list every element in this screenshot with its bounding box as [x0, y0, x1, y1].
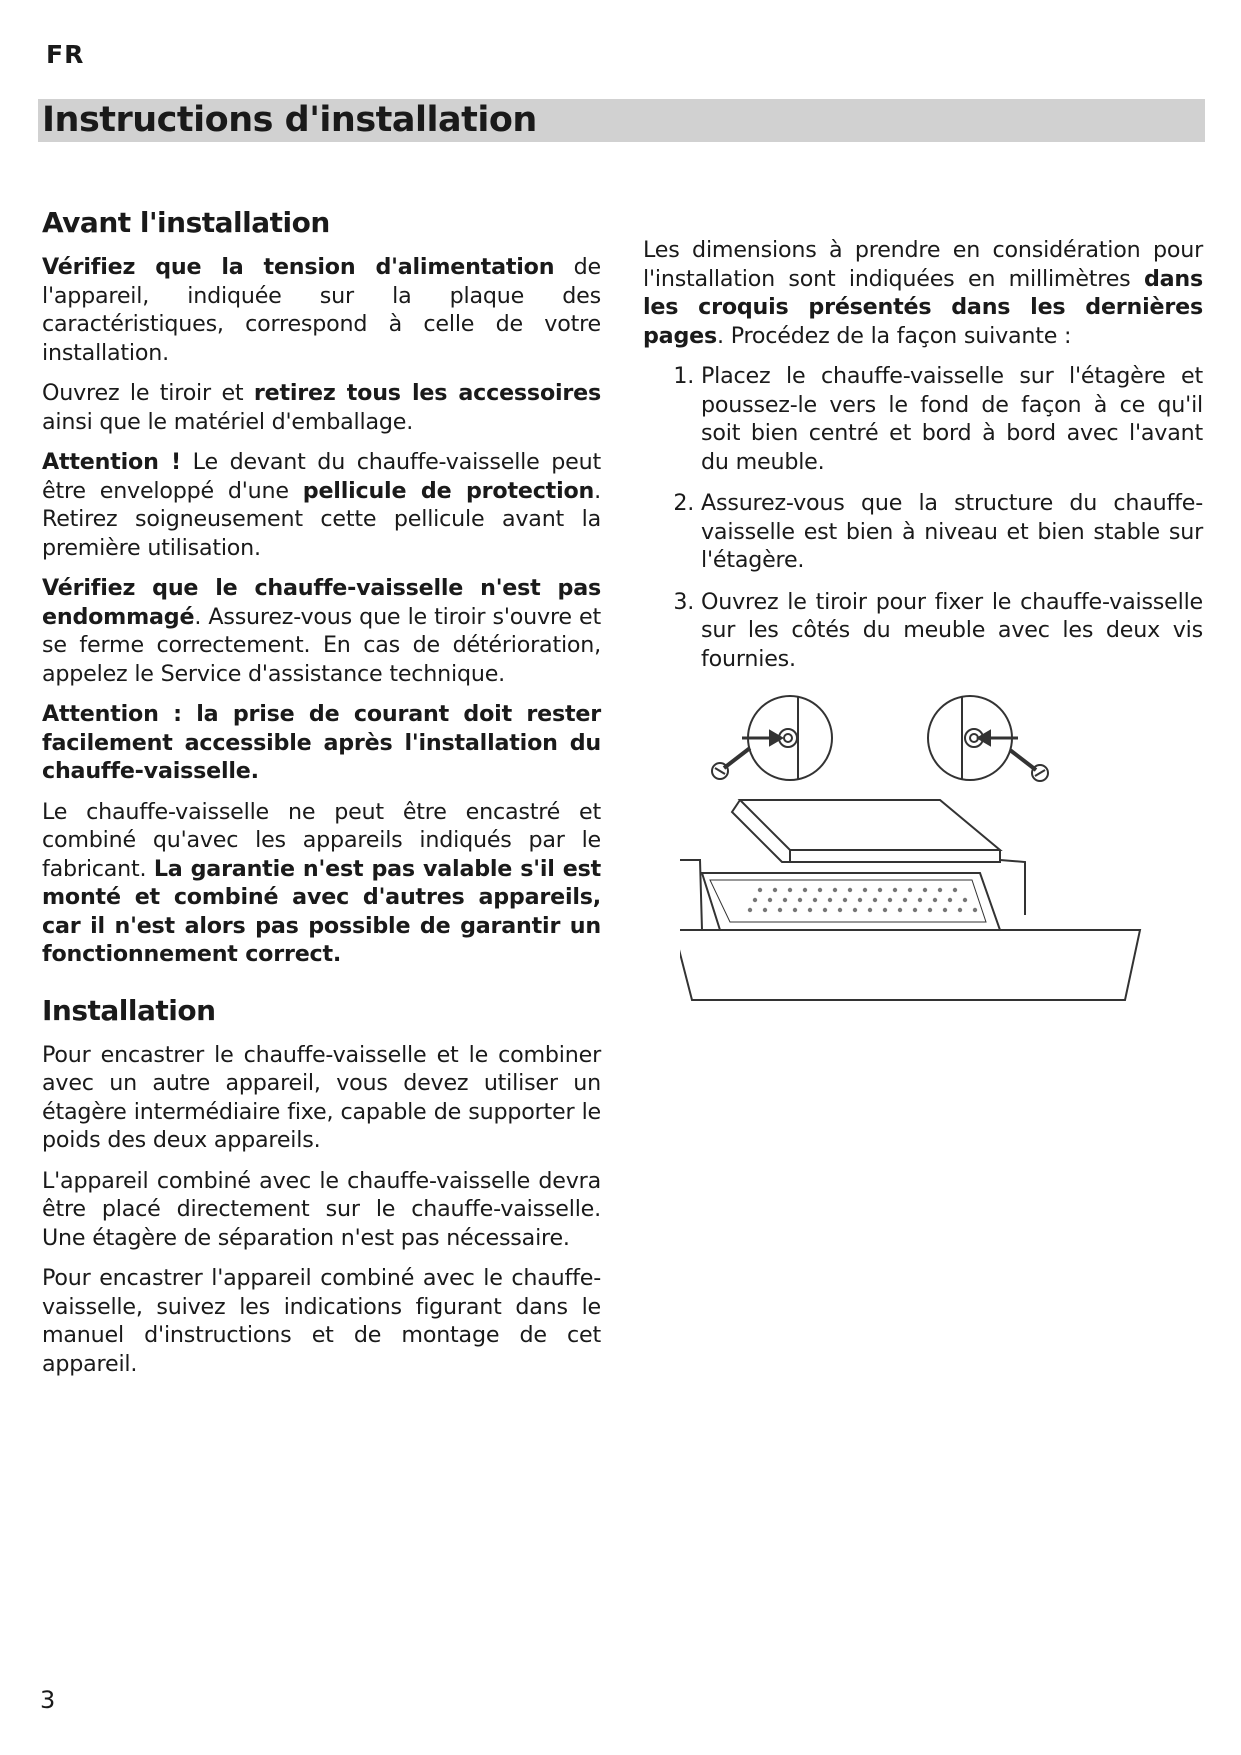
text: Les dimensions à prendre en considération pour l'installation sont indiquées en millimètres — [643, 237, 1203, 292]
bold-text: Vérifiez que la tension d'alimentation — [42, 254, 555, 280]
paragraph-accessories — [42, 379, 601, 436]
text: . Assurez-vous que le tiroir s'ouvre et se ferme correctement. En cas de détérioration, appelez le Service d'assistance technique. — [42, 603, 601, 687]
screw-icon — [1010, 750, 1048, 781]
paragraph-protection-film — [42, 448, 601, 562]
paragraph-install-3: Pour encastrer l'appareil combiné avec le chauffe-vaisselle, suivez les indications figurant dans le manuel d'instructions et de montage de cet appareil. — [42, 1265, 601, 1377]
text: ainsi que le matériel d'emballage. — [42, 408, 414, 435]
bold-text: dans les croquis présentés dans les dernières pages — [643, 265, 1203, 349]
page-number: 3 — [40, 1686, 56, 1714]
paragraph-warranty — [42, 798, 601, 969]
section-heading-before-install: Avant l'installation — [42, 206, 330, 239]
text: . Retirez soigneusement cette pellicule avant la première utilisation. — [42, 477, 601, 561]
paragraph-dimensions-intro — [643, 236, 1203, 350]
language-code: FR — [46, 40, 85, 69]
paragraph-damage-check — [42, 574, 601, 688]
title-bar — [38, 99, 1205, 142]
step-item: 1. Placez le chauffe-vaisselle sur l'étagère et poussez-le vers le fond de façon à ce qu'il soit bien centré et bord à bord avec l'avant du meuble. — [701, 362, 1203, 476]
paragraph-install-1: Pour encastrer le chauffe-vaisselle et le combiner avec un autre appareil, vous devez utiliser un étagère intermédiaire fixe, capable de supporter le poids des deux appareils. — [42, 1041, 601, 1153]
paragraph-install-2: L'appareil combiné avec le chauffe-vaisselle devra être placé directement sur le chauffe-vaisselle. Une étagère de séparation n'est pas nécessaire. — [42, 1167, 601, 1251]
paragraph-power-socket — [42, 700, 601, 786]
step-item: 3. Ouvrez le tiroir pour fixer le chauffe-vaisselle sur les côtés du meuble avec les deux vis fournies. — [701, 588, 1203, 674]
bold-text: Attention : la prise de courant doit rester facilement accessible après l'installation du chauffe-vaisselle. — [42, 701, 601, 784]
bold-text: La garantie n'est pas valable s'il est monté et combiné avec d'autres appareils, car il n'est alors pas possible de garantir un fonctionnement correct. — [42, 855, 601, 967]
warmer-drawer — [680, 800, 1140, 1000]
text: . Procédez de la façon suivante : — [717, 322, 1072, 349]
bold-text: Vérifiez que le chauffe-vaisselle n'est pas endommagé — [42, 575, 601, 630]
left-column — [42, 205, 601, 1390]
installation-steps — [643, 362, 1203, 673]
right-column — [643, 236, 1203, 686]
text: Le devant du chauffe-vaisselle peut être enveloppé d'une — [42, 449, 601, 504]
bold-text: retirez tous les accessoires — [253, 380, 601, 406]
bold-text: pellicule de protection — [302, 477, 595, 504]
text: Ouvrez le tiroir et — [42, 380, 254, 406]
screw-icon — [712, 748, 750, 779]
bold-text: Attention ! — [42, 449, 181, 475]
text: de l'appareil, indiquée sur la plaque des caractéristiques, correspond à celle de votre installation. — [42, 254, 601, 366]
paragraph-voltage — [42, 253, 601, 367]
text: Le chauffe-vaisselle ne peut être encastré et combiné qu'avec les appareils indiqués par le fabricant. — [42, 798, 601, 882]
page-title: Instructions d'installation — [42, 100, 537, 140]
screw-detail-right — [928, 696, 1048, 781]
section-heading-installation: Installation — [42, 993, 216, 1027]
screw-detail-left — [712, 696, 832, 780]
step-item: 2. Assurez-vous que la structure du chauffe-vaisselle est bien à niveau et bien stable sur l'étagère. — [701, 489, 1203, 575]
drawer-installation-figure — [680, 690, 1160, 1040]
